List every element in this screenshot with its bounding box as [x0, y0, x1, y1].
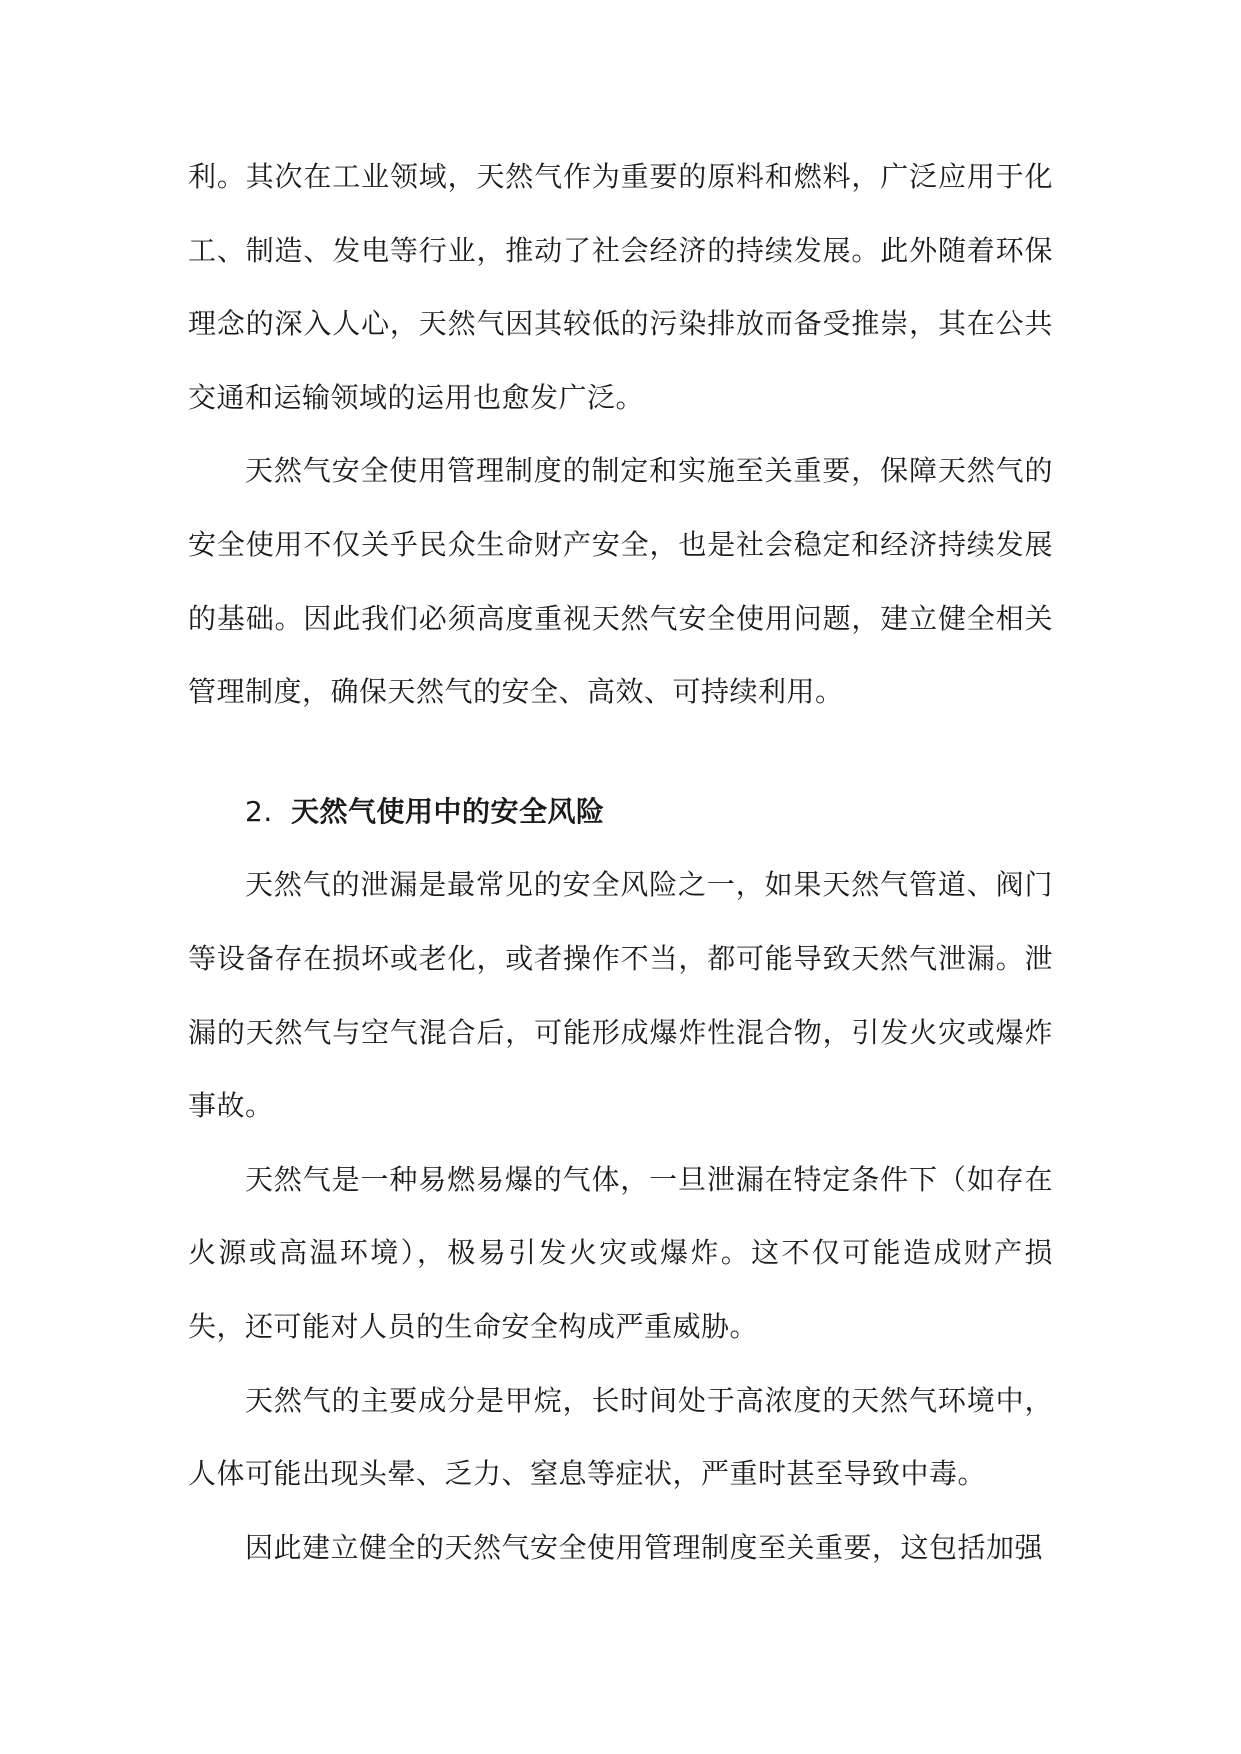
paragraph-management-system: 因此建立健全的天然气安全使用管理制度至关重要，这包括加强 — [245, 1530, 1044, 1564]
paragraph-continued: 利。其次在工业领域，天然气作为重要的原料和燃料，广泛应用于化工、制造、发电等行业，推动了社会经济的持续发展。此外随着环保理念的深入人心，天然气因其较低的污染排放而备受推崇，其在公共交通和运输领域的运用也愈发广泛。 — [188, 160, 1053, 414]
document-body — [188, 140, 1053, 1584]
paragraph-poisoning-risk: 天然气的主要成分是甲烷，长时间处于高浓度的天然气环境中，人体可能出现头晕、乏力、窒息等症状，严重时甚至导致中毒。 — [188, 1383, 1053, 1491]
section-number: 2. — [245, 794, 273, 828]
section-heading — [188, 775, 1053, 849]
paragraph-management-importance: 天然气安全使用管理制度的制定和实施至关重要，保障天然气的安全使用不仅关乎民众生命财产安全，也是社会稳定和经济持续发展的基础。因此我们必须高度重视天然气安全使用问题，建立健全相关管理制度，确保天然气的安全、高效、可持续利用。 — [188, 454, 1053, 709]
paragraph-leak-risk: 天然气的泄漏是最常见的安全风险之一，如果天然气管道、阀门等设备存在损坏或老化，或者操作不当，都可能导致天然气泄漏。泄漏的天然气与空气混合后，可能形成爆炸性混合物，引发火灾或爆炸事故。 — [188, 868, 1053, 1123]
section-title: 天然气使用中的安全风险 — [291, 794, 605, 828]
paragraph-fire-explosion-risk: 天然气是一种易燃易爆的气体，一旦泄漏在特定条件下（如存在火源或高温环境），极易引发火灾或爆炸。这不仅可能造成财产损失，还可能对人员的生命安全构成严重威胁。 — [188, 1162, 1053, 1343]
